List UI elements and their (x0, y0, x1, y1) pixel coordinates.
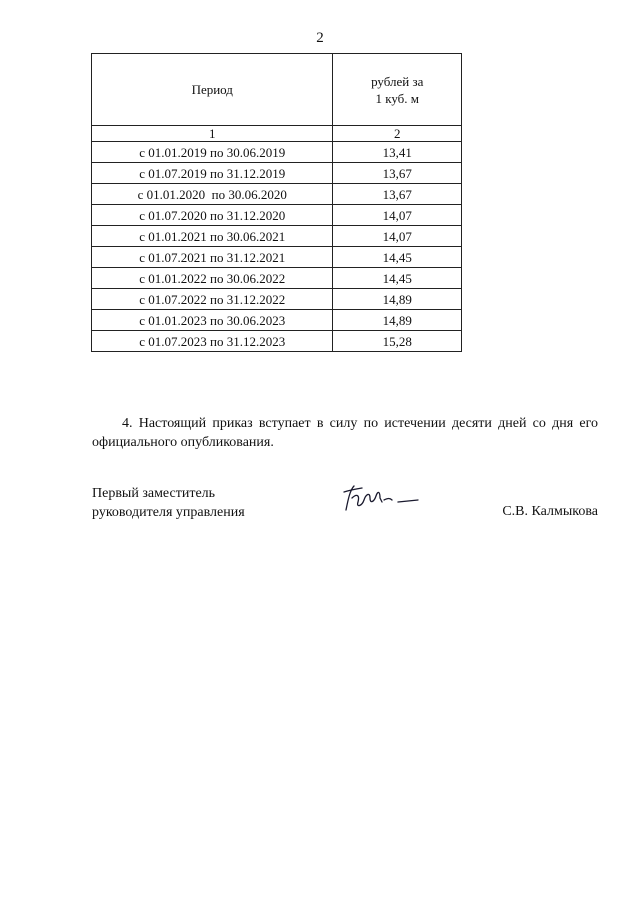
period-cell: с 01.01.2019 по 30.06.2019 (92, 142, 333, 163)
table-row (92, 184, 462, 205)
rate-cell: 13,41 (333, 142, 462, 163)
rate-cell: 15,28 (333, 331, 462, 352)
rate-cell: 14,07 (333, 226, 462, 247)
rate-cell: 13,67 (333, 163, 462, 184)
header-period: Период (92, 54, 333, 126)
period-cell: с 01.01.2020 по 30.06.2020 (92, 184, 333, 205)
signer-name: С.В. Калмыкова (502, 504, 598, 519)
table-row (92, 289, 462, 310)
table-row (92, 331, 462, 352)
rate-cell: 13,67 (333, 184, 462, 205)
period-cell: с 01.07.2020 по 31.12.2020 (92, 205, 333, 226)
period-cell: с 01.07.2022 по 31.12.2022 (92, 289, 333, 310)
handwritten-signature (340, 480, 420, 520)
table-row (92, 226, 462, 247)
table-row (92, 268, 462, 289)
rate-cell: 14,07 (333, 205, 462, 226)
column-number-row (92, 126, 462, 142)
table-row (92, 205, 462, 226)
signer-title (92, 484, 245, 522)
rate-cell: 14,89 (333, 289, 462, 310)
period-cell: с 01.07.2023 по 31.12.2023 (92, 331, 333, 352)
header-rate-line1: рублей за (371, 73, 424, 89)
tariff-table (91, 53, 462, 352)
rate-cell: 14,45 (333, 247, 462, 268)
rate-cell: 14,89 (333, 310, 462, 331)
period-cell: с 01.07.2019 по 31.12.2019 (92, 163, 333, 184)
table-row (92, 142, 462, 163)
period-cell: с 01.01.2023 по 30.06.2023 (92, 310, 333, 331)
clause-paragraph: 4. Настоящий приказ вступает в силу по истечении десяти дней со дня его официального опубликования. (92, 416, 598, 450)
signer-title-line1: Первый заместитель (92, 486, 216, 501)
period-cell: с 01.01.2021 по 30.06.2021 (92, 226, 333, 247)
signer-title-line2: руководителя управления (92, 505, 245, 520)
column-number: 1 (92, 126, 333, 142)
table-row (92, 310, 462, 331)
page-number: 2 (316, 30, 324, 46)
table-header-row (92, 54, 462, 126)
header-rate-line2: 1 куб. м (375, 90, 420, 106)
table-row (92, 163, 462, 184)
period-cell: с 01.07.2021 по 31.12.2021 (92, 247, 333, 268)
table-row (92, 247, 462, 268)
header-rate (333, 54, 462, 126)
period-cell: с 01.01.2022 по 30.06.2022 (92, 268, 333, 289)
rate-cell: 14,45 (333, 268, 462, 289)
column-number: 2 (333, 126, 462, 142)
